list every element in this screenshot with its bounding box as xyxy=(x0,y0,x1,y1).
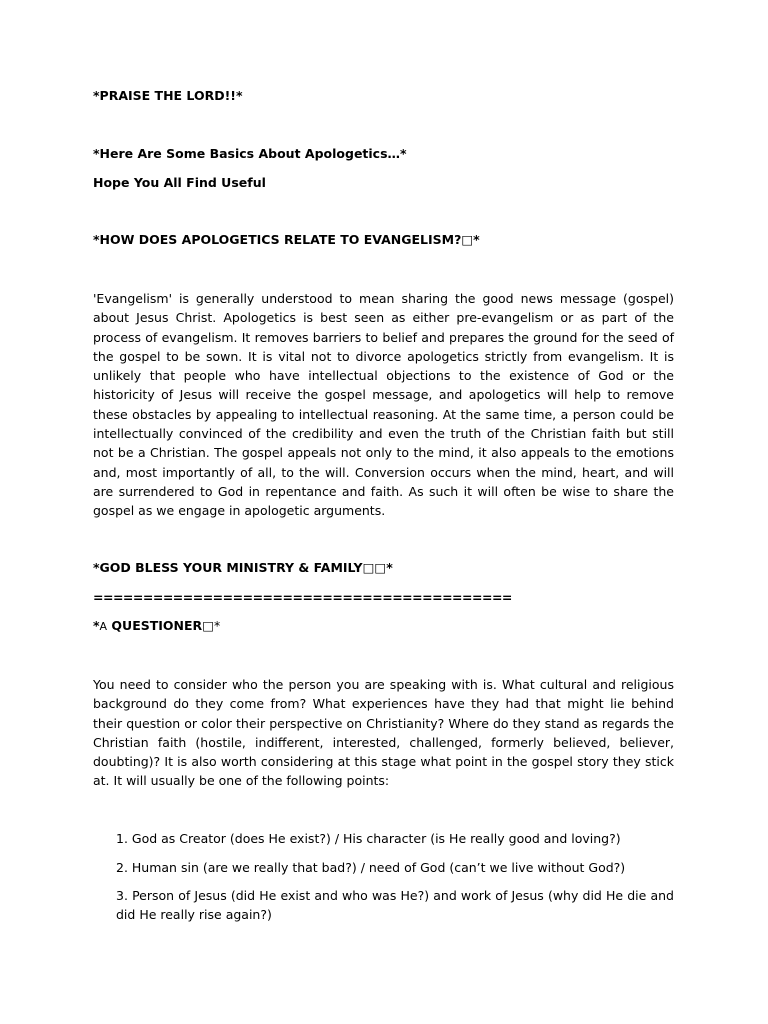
questioner-star-open: * xyxy=(93,618,100,633)
list-item: 1. God as Creator (does He exist?) / His character (is He really good and loving?) xyxy=(116,831,621,846)
questioner-small-cap: A xyxy=(99,620,108,633)
heading-questioner xyxy=(93,618,220,635)
list-item: 2. Human sin (are we really that bad?) / need of God (can’t we live without God?) xyxy=(116,860,626,875)
paragraph-questioner: You need to consider who the person you are speaking with is. What cultural and religious background do they come from? What experiences have they had that might lie behind their question or color their perspective on Christianity? Where do they stand as regards the Christian faith (hostile, indifferent, interested, challenged, formerly believed, believer, doubting)? It is also worth considering at this stage what point in the gospel story they stick at. It will usually be one of the following points: xyxy=(93,677,674,789)
list-item: 3. Person of Jesus (did He exist and who was He?) and work of Jesus (why did He die and did He really rise again?) xyxy=(116,888,674,923)
paragraph-evangelism: 'Evangelism' is generally understood to mean sharing the good news message (gospel) about Jesus Christ. Apologetics is best seen as either pre-evangelism or as part of the process of evangelism. It removes barriers to belief and prepares the ground for the seed of the gospel to be sown. It is vital not to divorce apologetics strictly from evangelism. It is unlikely that people who have intellectual objections to the existence of God or the historicity of Jesus will receive the gospel message, and apologetics will help to remove these obstacles by appealing to intellectual reasoning. At the same time, a person could be intellectually convinced of the credibility and even the truth of the Christian faith but still not be a Christian. The gospel appeals not only to the mind, it also appeals to the emotions and, most importantly of all, to the will. Conversion occurs when the mind, heart, and will are surrendered to God in repentance and faith. As such it will often be wise to share the gospel as we engage in apologetic arguments. xyxy=(93,291,674,519)
heading-hope: Hope You All Find Useful xyxy=(93,175,266,190)
questioner-word: QUESTIONER xyxy=(107,618,203,633)
heading-basics: *Here Are Some Basics About Apologetics…* xyxy=(93,146,407,161)
divider-line: ========================================== xyxy=(93,590,512,605)
heading-apologetics-question: *HOW DOES APOLOGETICS RELATE TO EVANGELISM?□* xyxy=(93,232,480,247)
heading-bless: *GOD BLESS YOUR MINISTRY & FAMILY□□* xyxy=(93,560,393,575)
questioner-star-close: * xyxy=(214,618,221,633)
questioner-box: □ xyxy=(202,618,214,633)
heading-praise: *PRAISE THE LORD!!* xyxy=(93,88,243,103)
